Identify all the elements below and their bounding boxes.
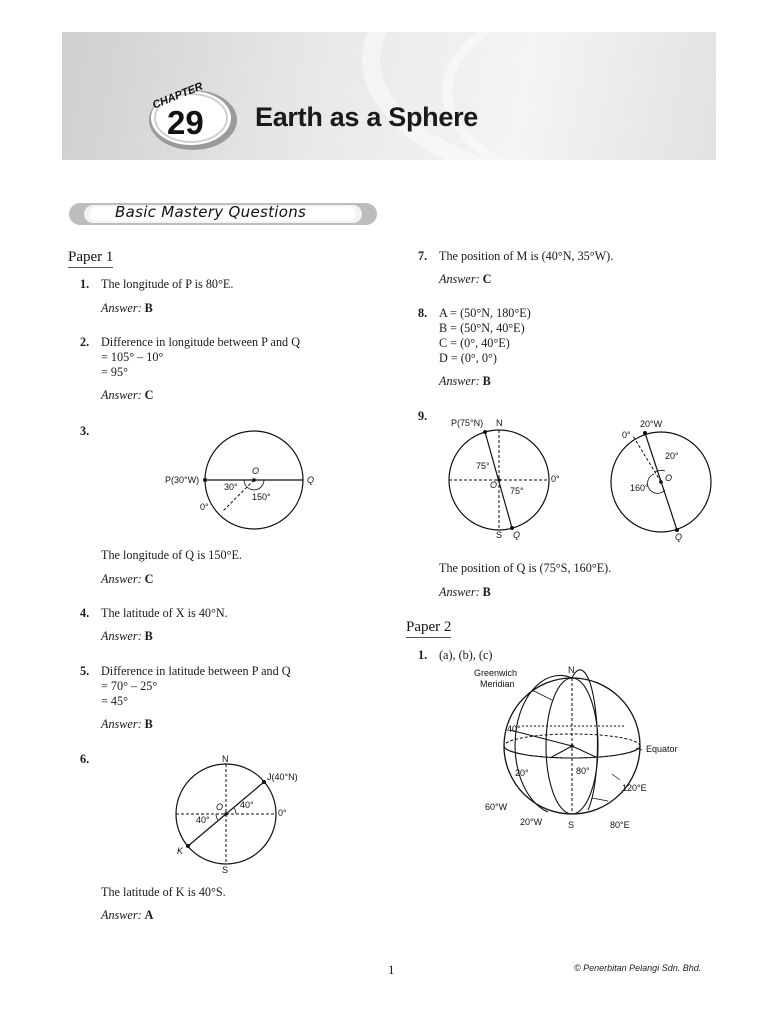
q5-line2: = 70° – 25° [101,679,158,693]
q6-k-label: K [177,846,184,856]
q3-p-label: P(30°W) [165,475,200,485]
p2-angle-40: 40° [507,724,521,734]
q3-text: The longitude of Q is 150°E. [101,548,242,562]
q5-line3: = 45° [101,694,128,708]
p2-north-label: N [568,665,575,675]
q9-angle-75b: 75° [510,486,524,496]
q3-diagram [160,428,320,532]
q7-text: The position of M is (40°N, 35°W). [439,249,614,263]
q2-number: 2. [80,335,90,349]
q9b-zero-label: 0° [622,430,631,440]
p2-q1-parts: (a), (b), (c) [439,648,493,662]
q3-number: 3. [80,424,90,438]
q8-option-b: B = (50°N, 40°E) [439,321,525,335]
q9b-angle-160: 160° [630,483,649,493]
copyright-notice: © Penerbitan Pelangi Sdn. Bhd. [574,963,702,973]
p2-120e-label: 120°E [622,783,647,793]
section-banner-title: Basic Mastery Questions [115,203,307,221]
p2-meridian-label: Meridian [480,679,515,689]
q9b-o-label: O [665,473,673,483]
q6-angle-1: 40° [240,800,254,810]
q9-number: 9. [418,409,428,423]
q5-answer: Answer: B [101,717,153,731]
q6-text: The latitude of K is 40°S. [101,885,226,899]
chapter-word: CHAPTER [150,80,205,112]
q4-text: The latitude of X is 40°N. [101,606,228,620]
q9-p-label: P(75°N) [451,418,484,428]
p2-60w-label: 60°W [485,802,508,812]
q9-q-label: Q [513,530,521,540]
q8-option-a: A = (50°N, 180°E) [439,306,531,320]
q9-left-diagram [440,414,570,542]
q9b-20w-label: 20°W [640,419,663,429]
q3-q-label: Q [307,475,315,485]
q2-text: Difference in longitude between P and Q [101,335,300,349]
q8-option-c: C = (0°, 40°E) [439,336,510,350]
q9b-q-label: Q [675,532,683,542]
q4-number: 4. [80,606,90,620]
chapter-title: Earth as a Sphere [255,102,479,132]
q2-line3: = 95° [101,365,128,379]
q3-o-label: O [252,466,260,476]
p2-angle-20: 20° [515,768,529,778]
q2-line2: = 105° – 10° [101,350,164,364]
q4-answer: Answer: B [101,629,153,643]
q6-zero-label: 0° [278,808,287,818]
p2-20w-label: 20°W [520,817,543,827]
q8-answer: Answer: B [439,374,491,388]
paper2-heading: Paper 2 [406,619,451,638]
chapter-badge [145,80,237,152]
q9-north-label: N [496,418,503,428]
q6-north-label: N [222,754,229,764]
q7-number: 7. [418,249,428,263]
q9-zero-label: 0° [551,474,560,484]
q1-text: The longitude of P is 80°E. [101,277,234,291]
q3-answer: Answer: C [101,572,154,586]
q2-answer: Answer: C [101,388,154,402]
q9-answer: Answer: B [439,585,491,599]
page-number: 1 [388,962,395,977]
q1-answer: Answer: B [101,301,153,315]
q6-o-label: O [216,802,224,812]
paper1-heading: Paper 1 [68,249,113,268]
q8-number: 8. [418,306,428,320]
q9-south-label: S [496,530,503,540]
q9b-angle-20: 20° [665,451,679,461]
p2-equator-label: Equator [646,744,678,754]
q6-angle-2: 40° [196,815,210,825]
q6-number: 6. [80,752,90,766]
q1-number: 1. [80,277,90,291]
q3-angle-30: 30° [224,482,238,492]
q5-text: Difference in latitude between P and Q [101,664,291,678]
q6-diagram [166,752,306,876]
p2-south-label: S [568,820,575,830]
q3-angle-150: 150° [252,492,271,502]
p2-greenwich-label: Greenwich [474,668,518,678]
q9-angle-75a: 75° [476,461,490,471]
p2-80e-label: 80°E [610,820,630,830]
p2-q1-number: 1. [418,648,428,662]
q9-right-diagram [605,414,725,542]
chapter-number: 29 [167,104,204,141]
q9-o-label: O [490,480,498,490]
q5-number: 5. [80,664,90,678]
q3-zero-label: 0° [200,502,209,512]
q7-answer: Answer: C [439,272,492,286]
q6-j-label: J(40°N) [267,772,298,782]
q6-south-label: S [222,865,229,875]
p2-angle-80: 80° [576,766,590,776]
q9-text: The position of Q is (75°S, 160°E). [439,561,612,575]
p2-globe-diagram [470,662,690,834]
q8-option-d: D = (0°, 0°) [439,351,497,365]
q6-answer: Answer: A [101,908,154,922]
